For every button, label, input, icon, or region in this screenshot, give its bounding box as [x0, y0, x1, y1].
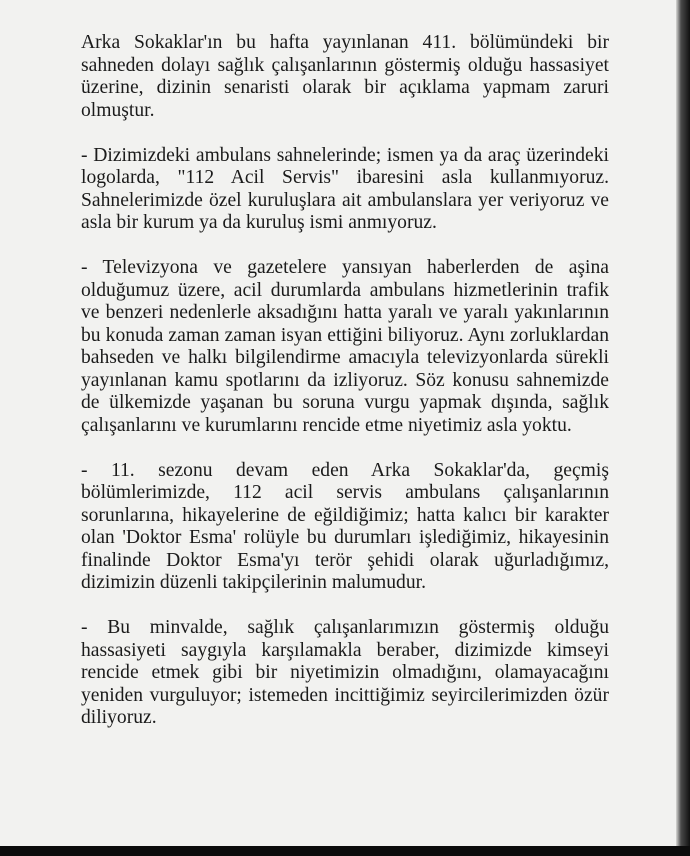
- page-edge-bottom: [0, 846, 690, 856]
- page-edge-right: [676, 0, 690, 856]
- paragraph-news-awareness: - Televizyona ve gazetelere yansıyan haberlerden de aşina olduğumuz üzere, acil durumlarda ambulans hizmetlerinin trafik ve benzeri nedenlerle aksadığını hatta yaralı ve yaralı yakınlarının bu konuda zaman zaman isyan ettiğini biliyoruz. Aynı zorluklardan bahseden ve halkı bilgilendirme amacıyla televizyonlarda sürekli yayınlanan kamu spotlarını da izliyoruz. Söz konusu sahnemizde de ülkemizde yaşanan bu soruna vurgu yapmak dışında, sağlık çalışanlarını ve kurumlarını rencide etme niyetimiz asla yoktu.: [81, 257, 609, 436]
- paragraph-season-history: - 11. sezonu devam eden Arka Sokaklar'da, geçmiş bölümlerimizde, 112 acil servis ambulans çalışanlarının sorunlarına, hikayelerine de eğildiğimiz; hatta kalıcı bir karakter olan 'Doktor Esma' rolüyle bu durumları işlediğimiz, hikayesinin finalinde Doktor Esma'yı terör şehidi olarak uğurladığımız, dizimizin düzenli takipçilerinin malumudur.: [81, 459, 609, 593]
- paragraph-ambulance-scenes: - Dizimizdeki ambulans sahnelerinde; ismen ya da araç üzerindeki logolarda, "112 Acil Servis" ibaresini asla kullanmıyoruz. Sahnelerimizde özel kuruluşlara ait ambulanslara yer veriyoruz ve asla bir kurum ya da kuruluş ismi anmıyoruz.: [81, 144, 609, 233]
- paragraph-apology: - Bu minvalde, sağlık çalışanlarımızın göstermiş olduğu hassasiyeti saygıyla karşılamakla beraber, dizimizde kimseyi rencide etmek gibi bir niyetimizin olmadığını, olamayacağını yeniden vurguluyor; istemeden incittiğimiz seyircilerimizden özür diliyoruz.: [81, 617, 609, 728]
- statement-text: [81, 32, 609, 730]
- paragraph-intro: Arka Sokaklar'ın bu hafta yayınlanan 411. bölümündeki bir sahneden dolayı sağlık çalışanlarının göstermiş olduğu hassasiyet üzerine, dizinin senaristi olarak bir açıklama yapmam zaruri olmuştur.: [81, 32, 609, 121]
